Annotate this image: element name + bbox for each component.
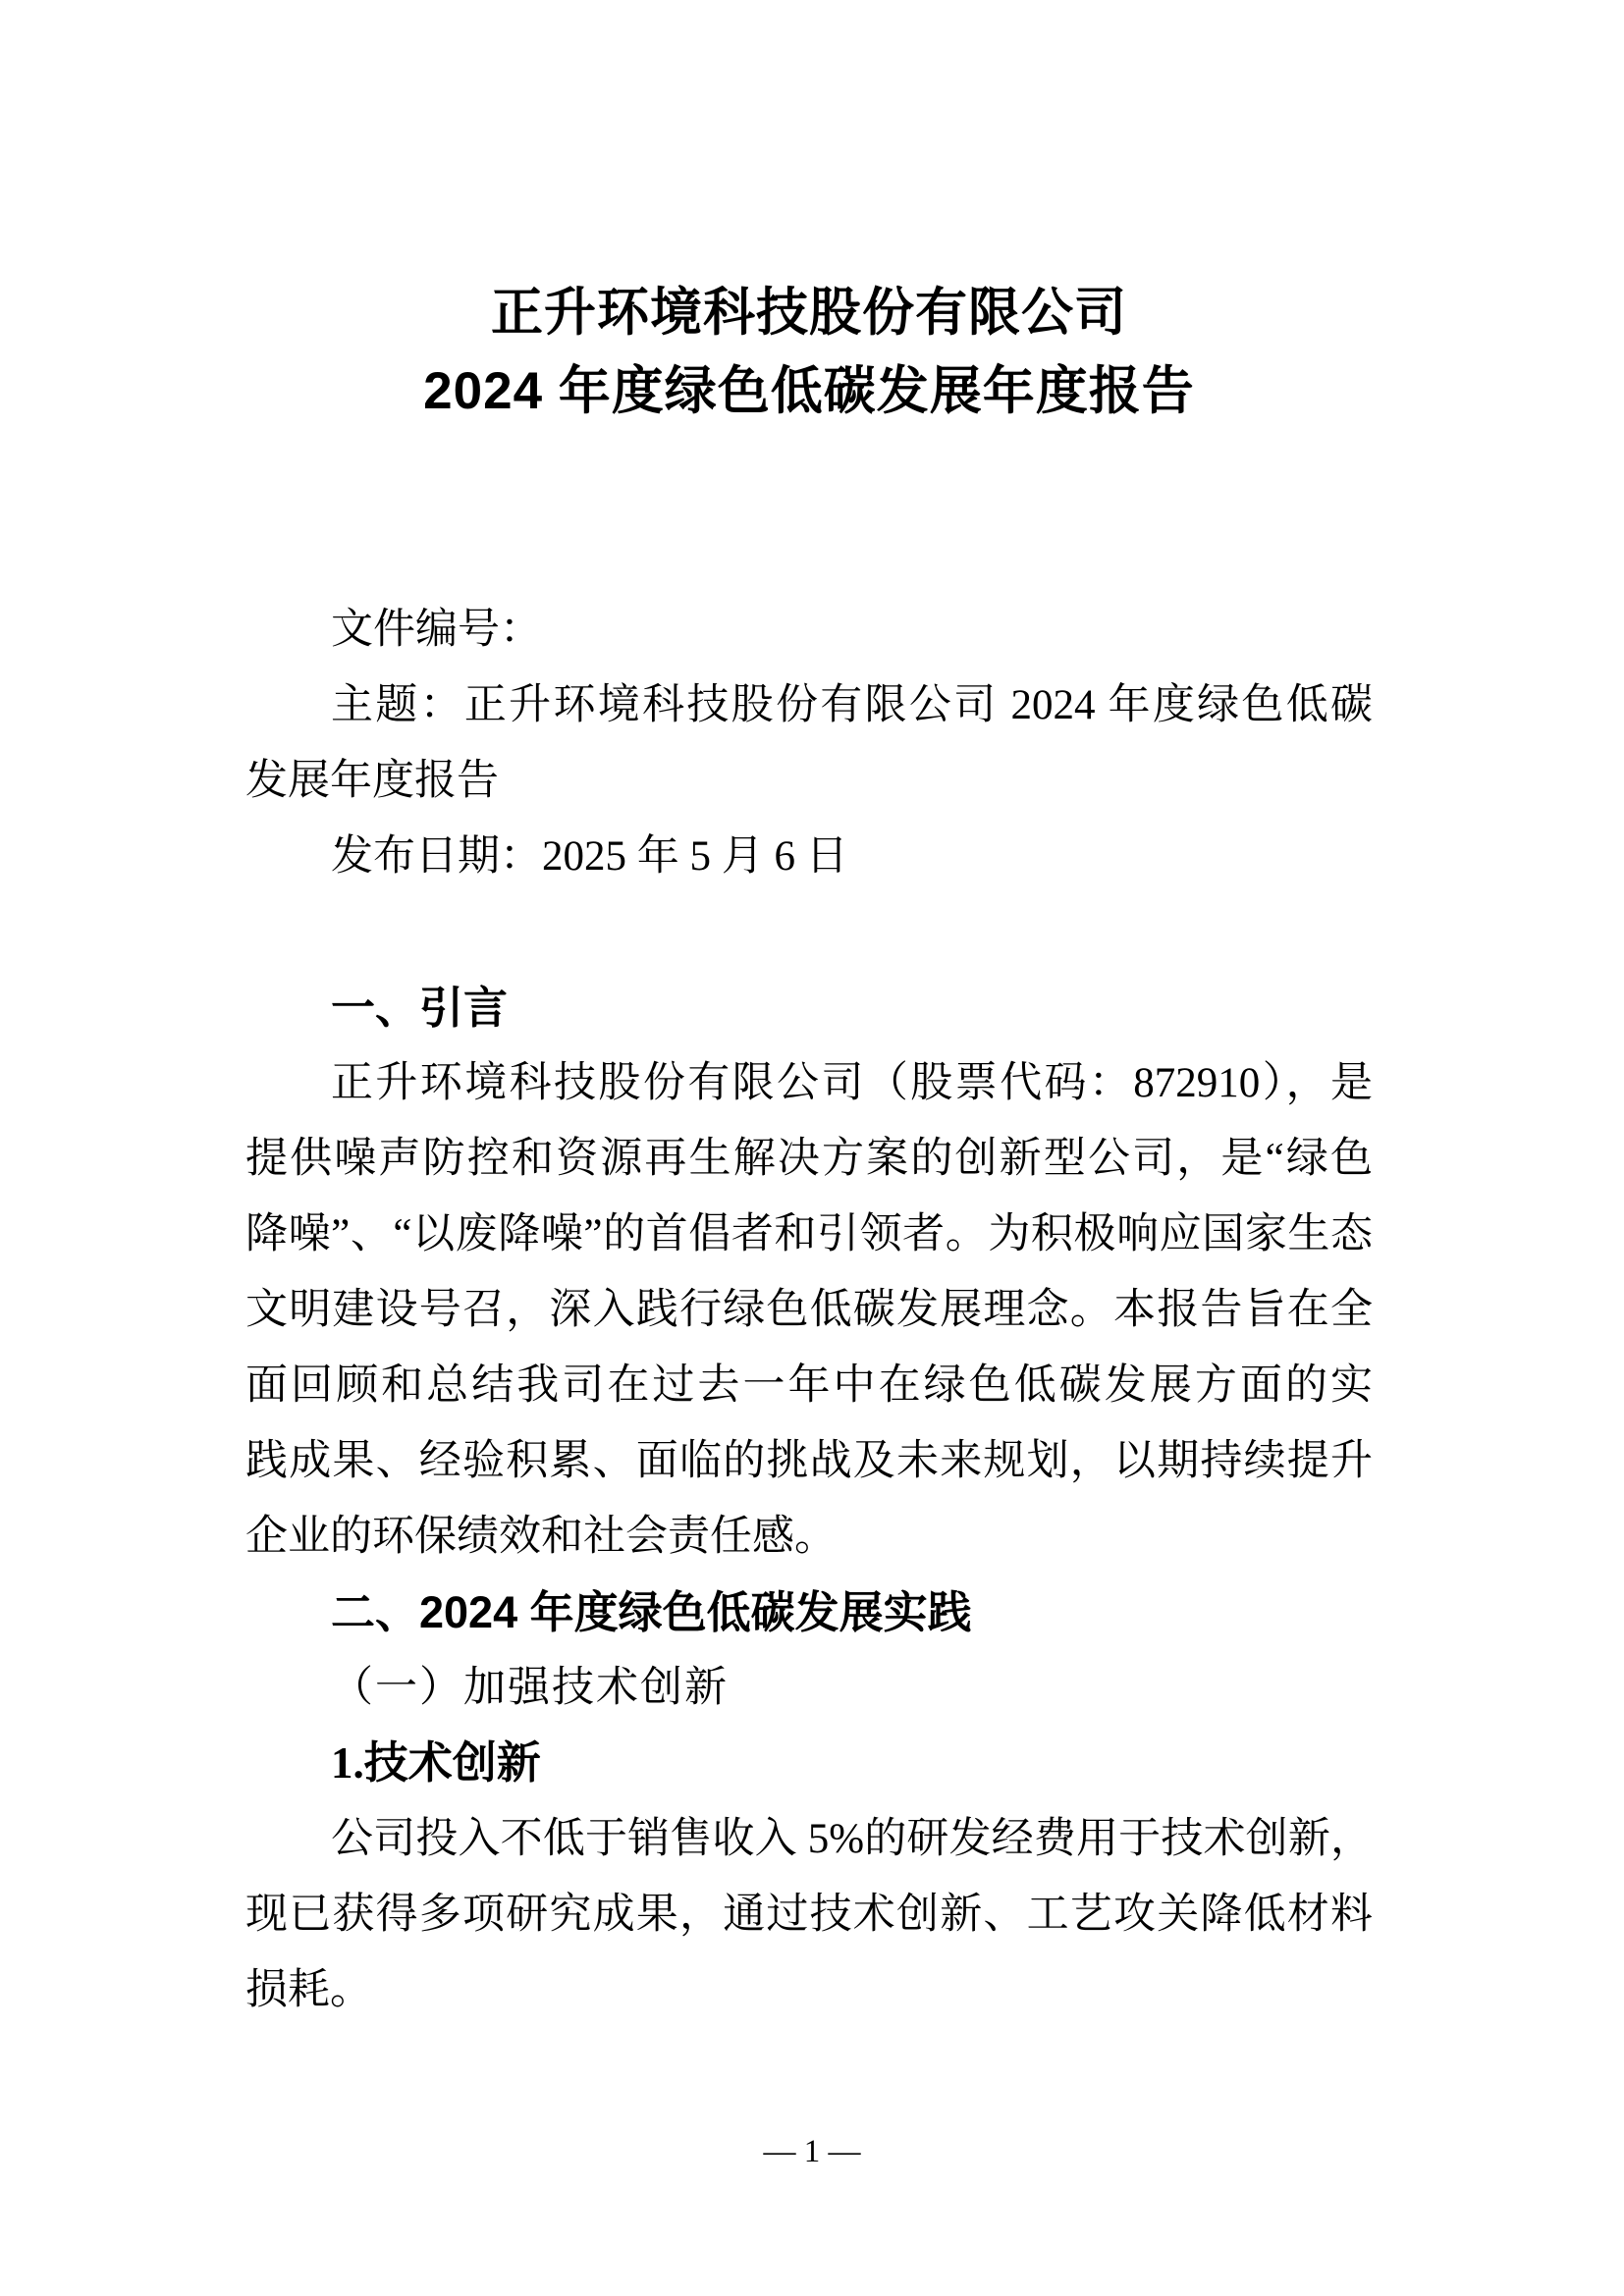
paragraph-line: 面回顾和总结我司在过去一年中在绿色低碳发展方面的实: [245, 1362, 1373, 1409]
paragraph-line: 损耗。: [245, 1967, 372, 2013]
paragraph-line: 公司投入不低于销售收入 5%的研发经费用于技术创新，: [331, 1816, 1373, 1862]
paragraph-line: 降噪”、“以废降噪”的首倡者和引领者。为积极响应国家生态: [245, 1211, 1373, 1257]
paragraph-line: 企业的环保绩效和社会责任感。: [245, 1514, 837, 1560]
paragraph-line: 现已获得多项研究成果，通过技术创新、工艺攻关降低材料: [245, 1892, 1373, 1938]
paragraph-line: 文明建设号召，深入践行绿色低碳发展理念。本报告旨在全: [245, 1287, 1373, 1333]
document-meta: [245, 592, 1373, 894]
blank-line: [245, 894, 1373, 970]
paragraph-line: 提供噪声防控和资源再生解决方案的创新型公司，是“绿色: [245, 1136, 1373, 1182]
subject-line-continued: 发展年度报告: [245, 758, 499, 804]
document-title-line1: 正升环境科技股份有限公司: [491, 284, 1127, 342]
section-heading-practice: 二、2024 年度绿色低碳发展实践: [331, 1587, 972, 1637]
document-title-line2: 2024 年度绿色低碳发展年度报告: [423, 362, 1195, 420]
section-heading-intro: 一、引言: [331, 983, 509, 1033]
paragraph-line: 践成果、经验积累、面临的挑战及未来规划，以期持续提升: [245, 1438, 1373, 1484]
subject-line: 主题：正升环境科技股份有限公司 2024 年度绿色低碳: [331, 682, 1373, 728]
document-title: [245, 274, 1373, 431]
paragraph-line: 正升环境科技股份有限公司（股票代码：872910），是: [331, 1060, 1373, 1106]
item-heading: 1.技术创新: [331, 1738, 541, 1788]
publish-date: 发布日期：2025 年 5 月 6 日: [331, 833, 848, 880]
subsection-heading: （一）加强技术创新: [331, 1665, 729, 1711]
file-number-label: 文件编号：: [331, 607, 542, 653]
document-content: [245, 0, 1373, 2028]
page-number: — 1 —: [763, 2134, 861, 2169]
